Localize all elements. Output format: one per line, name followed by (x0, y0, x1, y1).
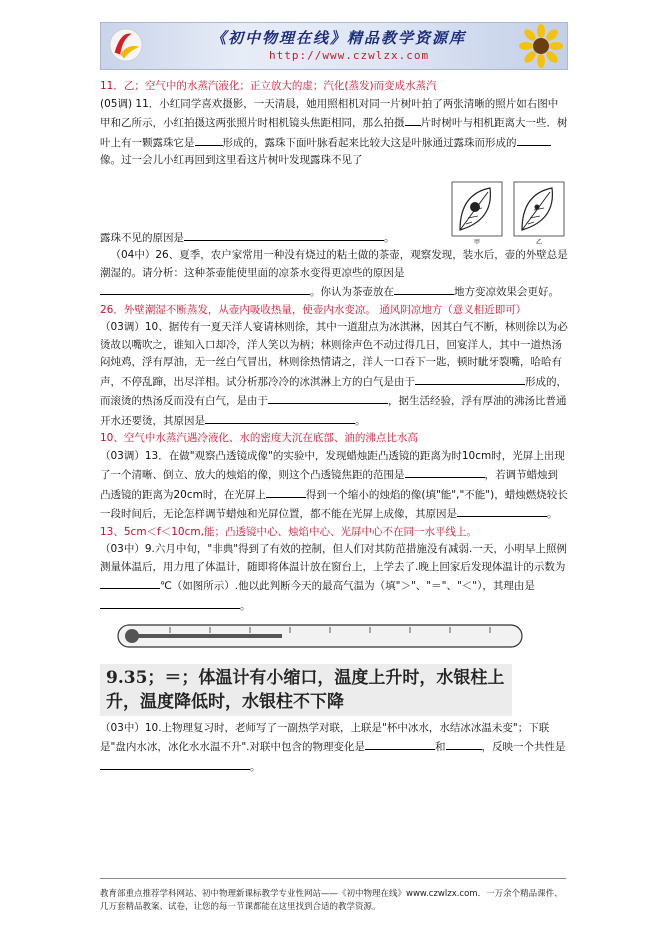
q26-blank-1[interactable] (100, 282, 310, 295)
q11-answer: 11．乙；空气中的水蒸汽液化；正立放大的虚；汽化(蒸发)而变成水蒸汽 (100, 80, 437, 92)
banner-title: 《初中物理在线》精品教学资源库 (211, 29, 467, 47)
label-yi: 乙 (536, 238, 543, 246)
q9-blank-2[interactable] (100, 596, 240, 609)
q13-answer: 13、5cm＜f＜10cm,能；凸透镜中心、烛焰中心、光屏中心不在同一水平线上。 (100, 525, 477, 538)
header-banner (100, 22, 568, 70)
q11-blank-1[interactable] (405, 113, 421, 126)
q26-answer: 26．外壁潮湿不断蒸发，从壶内吸收热量，使壶内水变凉。 通风阴凉地方（意义相近即可） (100, 303, 527, 316)
q11-blank-4[interactable] (184, 228, 384, 241)
q10b-text: （03中）10.上物理复习时，老师写了一副热学对联，上联是"杯中冰水，水结冰冰温未变"；下联是"盘内水冰，冰化水水温不升".对联中包含的物理变化是 和 ，反映一个共性是。 (100, 721, 566, 773)
q9-answer: 9.35；＝；体温计有小缩口，温度上升时，水银柱上升，温度降低时，水银柱不下降 (100, 664, 512, 716)
leaf-photos-figure (450, 180, 568, 246)
q11-blank-3[interactable] (517, 133, 551, 146)
footer-divider (100, 878, 566, 879)
document-body (100, 78, 568, 776)
footer-text: 教育部重点推荐学科网站、初中物理新课标教学专业性网站——《初中物理在线》www.czwlzx.com．一万余个精品课件、几万套精品教案、试卷，让您的每一节课都能在这里找到合适的教学资源。 (100, 889, 563, 912)
q10-text: （03调）10、据传有一夏天洋人宴请林则徐，其中一道甜点为冰淇淋，因其白气不断，林则徐以为必烫故以嘴吹之，谁知入口却冷，洋人笑以为柄；林则徐声色不动过得几日，回宴洋人，其中一道热汤闷炖鸡，浮有厚油，无一丝白气冒出，林则徐热情请之，洋人一口吞下一匙，顿时眦牙裂嘴，哈哈有声，不停乱蹿，出尽洋相。试分析那冷冷的冰淇淋上方的白气是由于 形成的，而滚烫的热汤反而没有白气，是由于 ，据生活经验，浮有厚油的沸汤比普通开水还要烫，其原因是 。 (100, 321, 568, 427)
q10b-blank-1[interactable] (365, 737, 435, 750)
label-jia: 甲 (474, 238, 481, 246)
thermometer-figure (110, 619, 530, 653)
q11-intro: (05调) 11．小红同学喜欢摄影，一天清晨，她用照相机对同一片树叶拍了两张清晰的照片如右图中 (100, 97, 559, 110)
q13-blank-1[interactable] (405, 465, 485, 478)
q11-last: 露珠不见的原因是 。 (100, 228, 568, 248)
q10b-blank-3[interactable] (100, 757, 250, 770)
q11-body: 甲和乙所示，小红拍摄这两张照片时相机镜头焦距相同，那么拍摄 片时树叶与相机距离大一些．树叶上有一颗露珠它是 形成的，露珠下面叶脉看起来比较大这是叶脉通过露珠而形成的像。过一会儿小红再回到这里看这片树叶发现露珠不见了 (100, 113, 568, 170)
q10-blank-1[interactable] (415, 372, 525, 385)
q26-blank-2[interactable] (394, 282, 454, 295)
q13-blank-3[interactable] (457, 504, 547, 517)
q10-blank-2[interactable] (268, 391, 388, 404)
sunflower-icon (519, 24, 563, 68)
q13-blank-2[interactable] (266, 485, 306, 498)
q26-text: （04中）26、夏季，农户家常用一种没有烧过的粘土做的茶壶，观察发现，装水后，壶的外壁总是潮湿的。请分析：这种茶壶能使里面的凉茶水变得更凉些的原因是。你认为茶壶放在 地方变凉效果会更好。 (100, 249, 568, 298)
q9-blank-1[interactable] (100, 576, 160, 589)
q10-answer: 10、空气中水蒸汽遇冷液化、水的密度大沉在底部、油的沸点比水高 (100, 432, 418, 444)
q10b-blank-2[interactable] (446, 737, 482, 750)
q11-block (100, 96, 568, 248)
site-logo-icon (107, 26, 145, 64)
q9-text: （03中）9.六月中旬，"非典"得到了有效的控制，但人们对其防范措施没有减弱.一天，小明早上照例测量体温后，用力甩了体温计，随即将体温计放在窗台上，上学去了.晚上回家后发现体温计的示数为℃（如图所示）.他以此判断今天的最高气温为（填"＞"、"＝"、"＜"），其理由是。 (100, 543, 567, 612)
q13-text: （03调）13．在做"观察凸透镜成像"的实验中，发现蜡烛距凸透镜的距离为时10cm时，光屏上出现了一个清晰、倒立、放大的烛焰的像，则这个凸透镜焦距的范围是 ，若调节蜡烛到凸透镜的距离为20cm时，在光屏上 得到一个缩小的烛焰的像(填"能","不能")，蜡烛燃烧较长一段时间后，无论怎样调节蜡烛和光屏位置，都不能在光屏上成像，其原因是 。 (100, 449, 568, 520)
banner-url[interactable]: http://www.czwlzx.com (269, 49, 430, 62)
q10-blank-3[interactable] (205, 411, 355, 424)
q11-blank-2[interactable] (195, 133, 223, 146)
